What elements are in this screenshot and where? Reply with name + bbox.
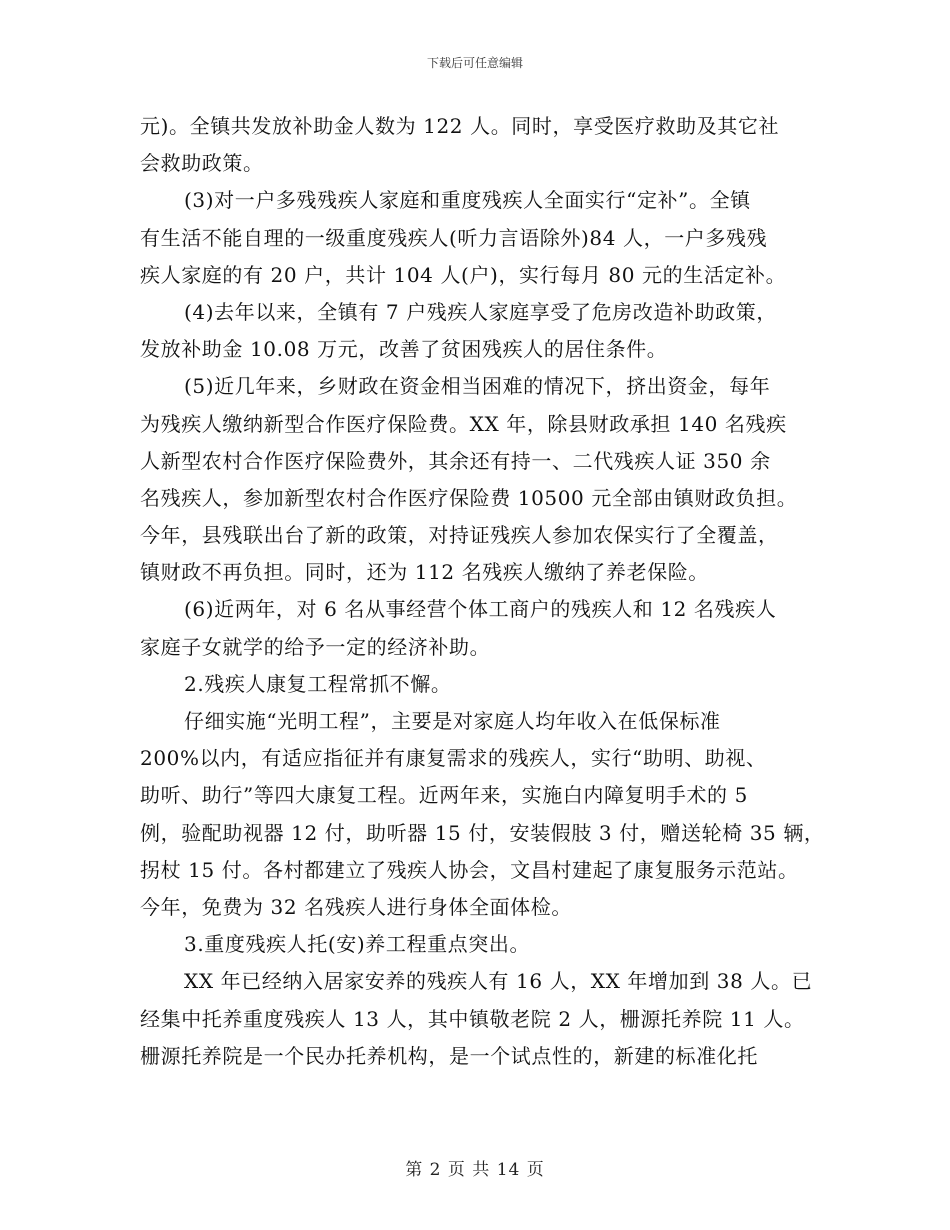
- text-line: 拐杖 15 付。各村都建立了残疾人协会，文昌村建起了康复服务示范站。: [140, 857, 799, 882]
- text-line: 会救助政策。: [140, 151, 264, 176]
- text-line: 有生活不能自理的一级重度残疾人(听力言语除外)84 人，一户多残残: [140, 225, 768, 250]
- section-heading: 3.重度残疾人托(安)养工程重点突出。: [184, 932, 531, 957]
- text-line: 今年，免费为 32 名残疾人进行身体全面体检。: [140, 894, 572, 919]
- text-line: (4)去年以来，全镇有 7 户残疾人家庭享受了危房改造补助政策，: [184, 299, 777, 324]
- text-line: 200%以内，有适应指征并有康复需求的残疾人，实行“助明、助视、: [140, 746, 767, 771]
- text-line: 镇财政不再负担。同时，还为 112 名残疾人缴纳了养老保险。: [140, 560, 709, 585]
- text-line: 名残疾人，参加新型农村合作医疗保险费 10500 元全部由镇财政负担。: [140, 485, 798, 510]
- document-body: [140, 108, 825, 1075]
- text-line: 今年，县残联出台了新的政策，对持证残疾人参加农保实行了全覆盖，: [140, 523, 779, 548]
- page-header: 下载后可任意编辑: [426, 56, 523, 70]
- text-line: XX 年已经纳入居家安养的残疾人有 16 人，XX 年增加到 38 人。已: [184, 969, 813, 994]
- text-line: 助听、助行”等四大康复工程。近两年来，实施白内障复明手术的 5: [140, 783, 748, 808]
- text-line: 发放补助金 10.08 万元，改善了贫困残疾人的居住条件。: [140, 337, 668, 362]
- text-line: 栅源托养院是一个民办托养机构，是一个试点性的，新建的标准化托: [140, 1043, 758, 1068]
- page-number: 第 2 页 共 14 页: [405, 1160, 545, 1180]
- text-line: 为残疾人缴纳新型合作医疗保险费。XX 年，除县财政承担 140 名残疾: [140, 411, 787, 436]
- text-line: 经集中托养重度残疾人 13 人，其中镇敬老院 2 人，栅源托养院 11 人。: [140, 1006, 805, 1031]
- text-line: 元)。全镇共发放补助金人数为 122 人。同时，享受医疗救助及其它社: [140, 114, 780, 138]
- text-line: 家庭子女就学的给予一定的经济补助。: [140, 634, 491, 659]
- text-line: (3)对一户多残残疾人家庭和重度残疾人全面实行“定补”。全镇: [184, 188, 751, 213]
- text-line: (5)近几年来，乡财政在资金相当困难的情况下，挤出资金，每年: [184, 374, 771, 399]
- text-line: 人新型农村合作医疗保险费外，其余还有持一、二代残疾人证 350 余: [140, 448, 771, 473]
- text-line: 仔细实施“光明工程”，主要是对家庭人均年收入在低保标准: [184, 709, 721, 733]
- text-line: 例，验配助视器 12 付，助听器 15 付，安装假肢 3 付，赠送轮椅 35 辆，: [140, 820, 825, 845]
- text-line: 疾人家庭的有 20 户，共计 104 人(户)，实行每月 80 元的生活定补。: [140, 262, 787, 287]
- section-heading: 2.残疾人康复工程常抓不懈。: [184, 671, 452, 696]
- text-line: (6)近两年，对 6 名从事经营个体工商户的残疾人和 12 名残疾人: [184, 597, 777, 622]
